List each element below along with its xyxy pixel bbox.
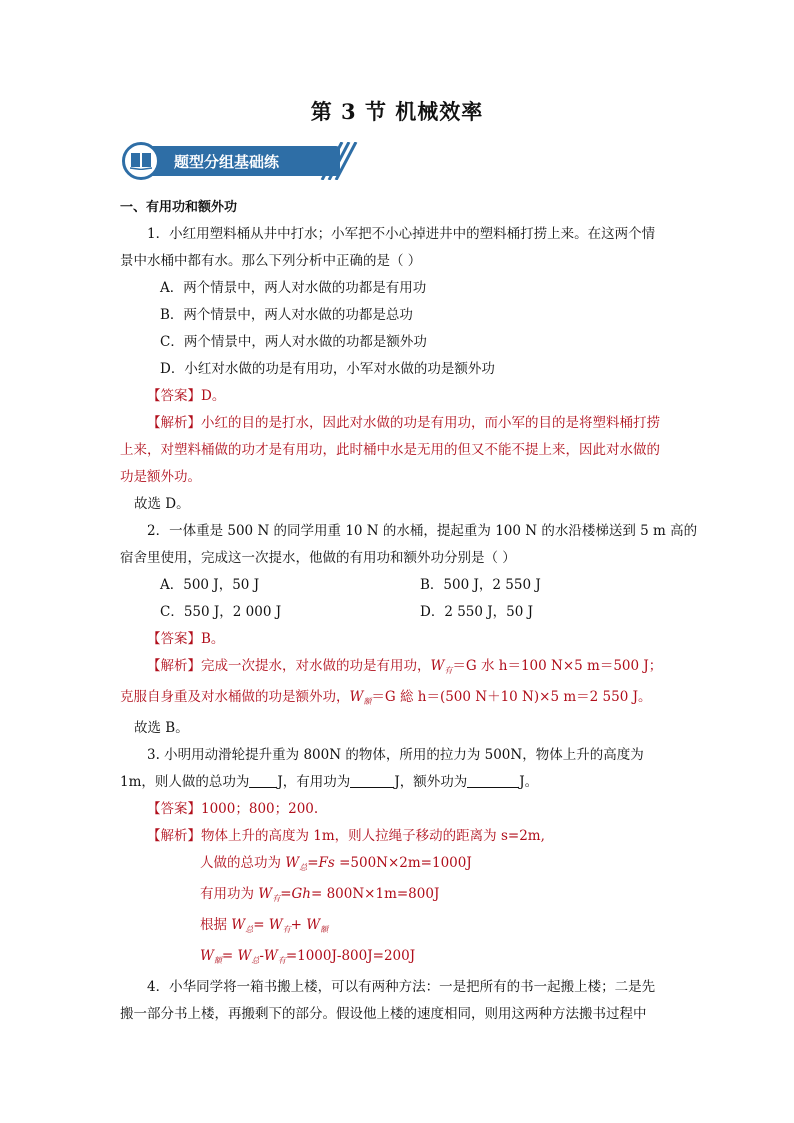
q2-stem-line2: 宿舍里使用，完成这一次提水，他做的有用功和额外功分别是（ ） <box>120 550 516 566</box>
q1-analysis-line2: 上来，对塑料桶做的功才是有用功，此时桶中水是无用的但又不能不提上来，因此对水做的 <box>120 442 660 458</box>
q3-analysis-line1: 【解析】物体上升的高度为 1m，则人拉绳子移动的距离为 s=2m, <box>147 828 545 844</box>
q2-analysis-line2: 克服自身重及对水桶做的功是额外功，$W_額=G$ 総 h＝(500 N＋10 N)×5 m＝2 550 J。 <box>120 689 652 706</box>
banner-stripes <box>318 142 358 180</box>
q2-formula-extra: ＝G 総 h＝(500 N＋10 N)×5 m＝2 550 J。 <box>371 689 652 705</box>
q2-option-c: C．550 J，2 000 J <box>160 604 282 620</box>
q2-stem-line1: 2．一体重是 500 N 的同学用重 10 N 的水桶，提起重为 100 N 的水沿楼梯送到 5 m 高的 <box>147 523 698 539</box>
blank-useful-work[interactable] <box>350 771 394 788</box>
q1-stem-line1: 1．小红用塑料桶从井中打水；小军把不小心掉进井中的塑料桶打捞上来。在这两个情 <box>147 226 656 242</box>
q3-step-extra: $W_額= W_总-W_有=1000J-800J=200J$ <box>200 948 416 965</box>
page-title: 第 3 节 机械效率 <box>310 99 484 124</box>
q3-answer: 【答案】1000；800；200. <box>147 801 319 817</box>
q2-analysis-line1: 【解析】完成一次提水，对水做的功是有用功，$W_有=G$ 水 h＝100 N×5 m＝500 J； <box>147 658 663 675</box>
q3-stem-line2: 1m，则人做的总功为 J，有用功为 J，额外功为 J。 <box>120 769 680 796</box>
q2-answer: 【答案】B。 <box>147 631 225 647</box>
q1-conclusion: 故选 D。 <box>134 496 190 512</box>
banner-label: 题型分组基础练 <box>174 153 280 171</box>
q3-stem-line1: 3. 小明用动滑轮提升重为 800N 的物体，所用的拉力为 500N，物体上升的高度为 <box>147 747 644 763</box>
q2-options-row1 <box>120 572 680 599</box>
section-heading: 一、有用功和额外功 <box>120 200 238 215</box>
q4-stem-line2: 搬一部分书上楼，再搬剩下的部分。假设他上楼的速度相同，则用这两种方法搬书过程中 <box>120 1006 647 1022</box>
q1-analysis-line3: 功是额外功。 <box>120 469 201 485</box>
q1-analysis-line1: 【解析】小红的目的是打水，因此对水做的功是有用功，而小军的目的是将塑料桶打捞 <box>147 415 660 431</box>
document-body <box>120 194 698 1028</box>
q1-option-b: B．两个情景中，两人对水做的功都是总功 <box>160 307 413 323</box>
q1-stem-line2: 景中水桶中都有水。那么下列分析中正确的是（ ） <box>120 253 422 269</box>
section-banner <box>122 142 358 180</box>
q2-options-row2 <box>120 599 680 626</box>
q2-option-d: D．2 550 J，50 J <box>420 604 534 620</box>
q1-answer: 【答案】D。 <box>147 388 226 404</box>
q2-option-a: A．500 J，50 J <box>160 577 260 593</box>
blank-extra-work[interactable] <box>467 771 519 788</box>
book-icon <box>122 142 160 180</box>
q1-option-a: A．两个情景中，两人对水做的功都是有用功 <box>160 280 427 296</box>
q3-step-total: 人做的总功为 $W_总=Fs =500N\times 2m=1000J$ <box>200 855 472 872</box>
q2-option-b: B．500 J，2 550 J <box>420 577 541 593</box>
blank-total-work[interactable] <box>249 771 277 788</box>
q3-step-relation: 根据 $W_总= W_有+ W_額$ <box>200 917 329 934</box>
q3-step-useful: 有用功为 $W_有=Gh= 800N\times 1m=800J$ <box>200 886 440 903</box>
q2-conclusion: 故选 B。 <box>134 720 189 736</box>
q1-option-c: C．两个情景中，两人对水做的功都是额外功 <box>160 334 427 350</box>
q2-formula-useful: ＝G 水 h＝100 N×5 m＝500 J； <box>452 658 663 674</box>
q4-stem-line1: 4．小华同学将一箱书搬上楼，可以有两种方法：一是把所有的书一起搬上楼；二是先 <box>147 979 656 995</box>
q1-option-d: D．小红对水做的功是有用功，小军对水做的功是额外功 <box>160 361 495 377</box>
